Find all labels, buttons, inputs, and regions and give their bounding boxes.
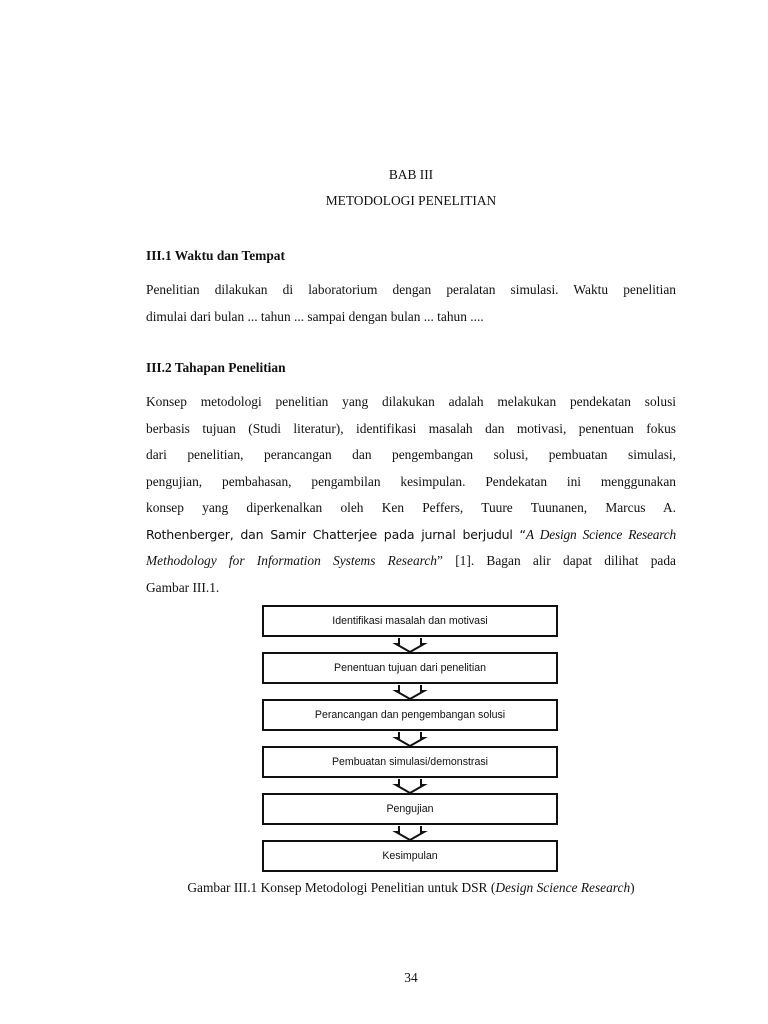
flowchart-arrows xyxy=(262,605,558,873)
text-line: Gambar III.1. xyxy=(146,579,220,595)
journal-title-part: Methodology for Information Systems Research xyxy=(146,553,438,568)
section-heading-waktu-tempat: III.1 Waktu dan Tempat xyxy=(146,248,285,263)
text-line: Penelitian dilakukan di laboratorium dengan peralatan simulasi. Waktu penelitian xyxy=(146,282,676,297)
page-number: 34 xyxy=(404,970,418,985)
text-line: pengujian, pembahasan, pengambilan kesimpulan. Pendekatan ini menggunakan xyxy=(146,473,676,489)
down-arrow-icon xyxy=(396,779,424,793)
journal-title-part: A Design Science Research xyxy=(525,526,676,542)
flow-step: Penentuan tujuan dari penelitian xyxy=(262,652,558,684)
text-segment: ” [1]. Bagan alir dapat dilihat pada xyxy=(437,553,676,568)
text-line: konsep yang diperkenalkan oleh Ken Peffers, Tuure Tuunanen, Marcus A. xyxy=(146,500,676,515)
text-line xyxy=(146,522,676,549)
figure-caption xyxy=(146,880,676,896)
text-line: berbasis tujuan (Studi literatur), identifikasi masalah dan motivasi, penentuan fokus xyxy=(146,420,676,436)
flow-step: Pembuatan simulasi/demonstrasi xyxy=(262,746,558,778)
flow-step: Identifikasi masalah dan motivasi xyxy=(262,605,558,637)
flowchart xyxy=(262,605,558,873)
caption-suffix: ) xyxy=(630,880,635,895)
text-segment: Rothenberger, dan Samir Chatterjee pada jurnal berjudul “ xyxy=(146,526,526,542)
flow-step: Perancangan dan pengembangan solusi xyxy=(262,699,558,731)
text-line: dimulai dari bulan ... tahun ... sampai dengan bulan ... tahun .... xyxy=(146,308,484,324)
down-arrow-icon xyxy=(396,685,424,699)
chapter-label: BAB III xyxy=(388,167,434,182)
flow-step: Kesimpulan xyxy=(262,840,558,872)
paragraph-tahapan xyxy=(146,389,676,601)
section-heading-tahapan: III.2 Tahapan Penelitian xyxy=(146,360,286,375)
text-line: Konsep metodologi penelitian yang dilakukan adalah melakukan pendekatan solusi xyxy=(146,394,676,409)
down-arrow-icon xyxy=(396,826,424,840)
text-line xyxy=(146,548,676,575)
caption-prefix: Gambar III.1 Konsep Metodologi Penelitian untuk DSR ( xyxy=(187,880,496,895)
caption-italic: Design Science Research xyxy=(495,880,631,895)
flow-step: Pengujian xyxy=(262,793,558,825)
text-line: dari penelitian, perancangan dan pengembangan solusi, pembuatan simulasi, xyxy=(146,447,676,462)
down-arrow-icon xyxy=(396,732,424,746)
paragraph-waktu-tempat xyxy=(146,277,676,330)
chapter-title: METODOLOGI PENELITIAN xyxy=(325,193,497,208)
down-arrow-icon xyxy=(396,638,424,652)
